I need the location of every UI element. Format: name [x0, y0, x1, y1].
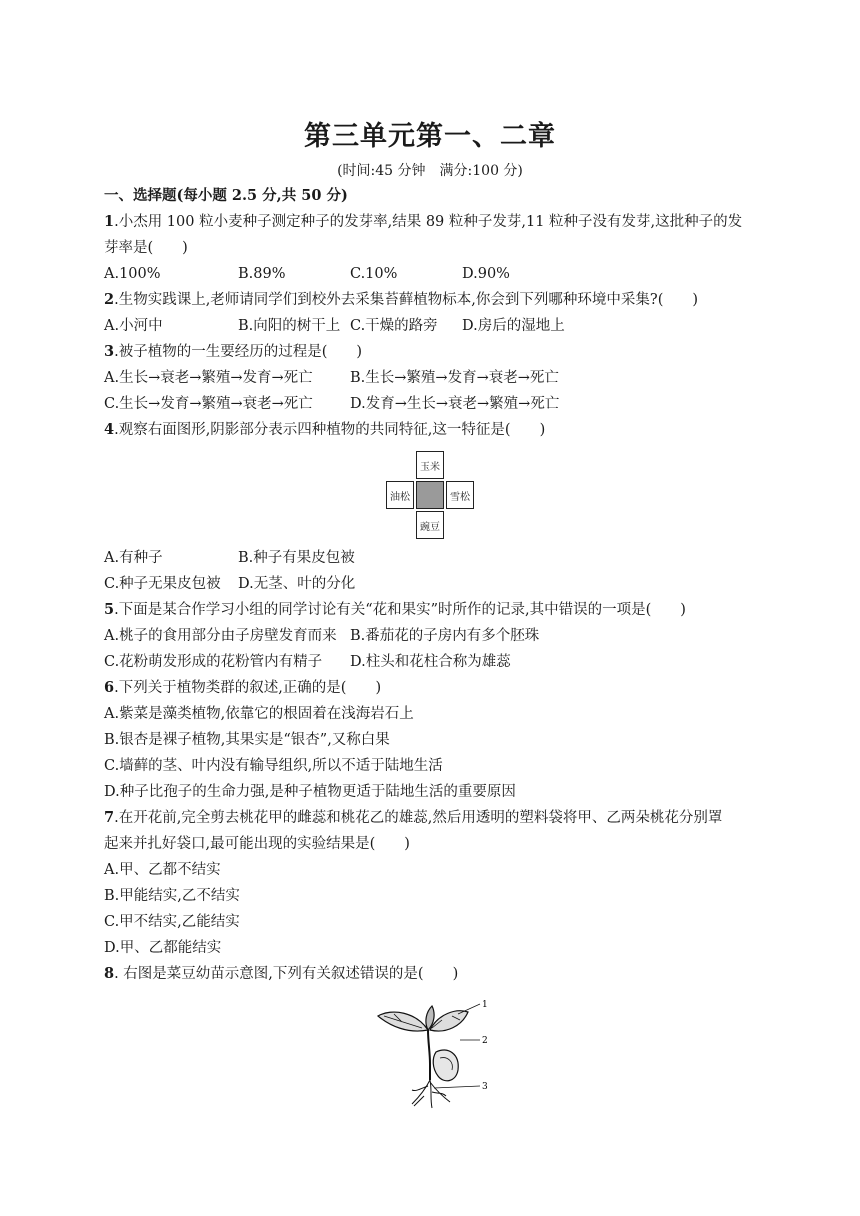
diagram-cell-bottom: 豌豆 — [416, 511, 444, 539]
question-1 — [104, 212, 742, 232]
question-5-options-row2 — [104, 652, 511, 672]
option-a: A.有种子 — [104, 550, 163, 566]
question-text: .观察右面图形,阴影部分表示四种植物的共同特征,这一特征是( ) — [114, 422, 546, 438]
option-b: B.番茄花的子房内有多个胚珠 — [350, 628, 540, 644]
question-number: 5 — [104, 601, 115, 618]
diagram-cell-right: 雪松 — [446, 481, 474, 509]
question-4-options-row2 — [104, 574, 355, 594]
question-7 — [104, 808, 722, 828]
option-c: C.种子无果皮包被 — [104, 576, 221, 592]
option-a: A.100% — [104, 266, 161, 282]
question-text: .在开花前,完全剪去桃花甲的雌蕊和桃花乙的雄蕊,然后用透明的塑料袋将甲、乙两朵桃花分别罩 — [114, 810, 723, 826]
question-5-options-row1 — [104, 626, 539, 646]
option-c: C.10% — [350, 266, 398, 282]
label-3: 3 — [482, 1082, 488, 1092]
option-a: A.甲、乙都不结实 — [104, 862, 221, 878]
diagram-cell-left: 油松 — [386, 481, 414, 509]
question-text: .小杰用 100 粒小麦种子测定种子的发芽率,结果 89 粒种子发芽,11 粒种子没有发芽,这批种子的发 — [114, 214, 743, 230]
option-c: C.甲不结实,乙能结实 — [104, 914, 240, 930]
question-text: .被子植物的一生要经历的过程是( ) — [114, 344, 363, 360]
option-d: D.柱头和花柱合称为雄蕊 — [350, 654, 511, 670]
question-number: 8 — [104, 965, 115, 982]
option-d: D.无茎、叶的分化 — [238, 576, 356, 592]
question-3-options-row1 — [104, 368, 559, 388]
option-d: D.房后的湿地上 — [462, 318, 565, 334]
question-number: 2 — [104, 291, 115, 308]
question-3-options-row2 — [104, 394, 559, 414]
option-a: A.小河中 — [104, 318, 163, 334]
option-d: D.甲、乙都能结实 — [104, 940, 222, 956]
option-b: B.89% — [238, 266, 286, 282]
option-b: B.向阳的树干上 — [238, 318, 341, 334]
question-number: 7 — [104, 809, 115, 826]
question-number: 6 — [104, 679, 115, 696]
question-text: . 右图是菜豆幼苗示意图,下列有关叙述错误的是( ) — [114, 966, 459, 982]
option-a: A.紫菜是藻类植物,依靠它的根固着在浅海岩石上 — [104, 706, 414, 722]
option-c: C.墙藓的茎、叶内没有输导组织,所以不适于陆地生活 — [104, 758, 443, 774]
question-number: 3 — [104, 343, 115, 360]
option-d: D.发育→生长→衰老→繁殖→死亡 — [350, 396, 560, 412]
question-8 — [104, 964, 458, 984]
question-text: .下面是某合作学习小组的同学讨论有关“花和果实”时所作的记录,其中错误的一项是( ) — [114, 602, 686, 618]
question-3 — [104, 342, 362, 362]
question-number: 4 — [104, 421, 115, 438]
bean-seedling-diagram — [372, 1000, 494, 1110]
question-7-cont: 起来并扎好袋口,最可能出现的实验结果是( ) — [104, 836, 410, 852]
section-heading: 一、选择题(每小题 2.5 分,共 50 分) — [104, 187, 348, 204]
question-2-options — [104, 316, 565, 336]
option-b: B.甲能结实,乙不结实 — [104, 888, 240, 904]
option-b: B.种子有果皮包被 — [238, 550, 355, 566]
option-a: A.桃子的食用部分由子房壁发育而来 — [104, 628, 337, 644]
question-4-options-row1 — [104, 548, 355, 568]
plant-feature-diagram — [386, 451, 474, 539]
option-c: C.生长→发育→繁殖→衰老→死亡 — [104, 396, 313, 412]
question-number: 1 — [104, 213, 115, 230]
option-d: D.种子比孢子的生命力强,是种子植物更适于陆地生活的重要原因 — [104, 784, 516, 800]
stem — [428, 1030, 430, 1080]
option-b: B.生长→繁殖→发育→衰老→死亡 — [350, 370, 559, 386]
seed-coat — [433, 1050, 458, 1081]
diagram-cell-shaded — [416, 481, 444, 509]
question-4 — [104, 420, 545, 440]
option-d: D.90% — [462, 266, 510, 282]
page-subtitle: (时间:45 分钟 满分:100 分) — [337, 163, 523, 179]
leaf-left — [378, 1012, 428, 1031]
question-text: .生物实践课上,老师请同学们到校外去采集苔藓植物标本,你会到下列哪种环境中采集?( ) — [114, 292, 699, 308]
question-6 — [104, 678, 381, 698]
question-2 — [104, 290, 698, 310]
label-1: 1 — [482, 1000, 488, 1010]
diagram-cell-top: 玉米 — [416, 451, 444, 479]
page-title: 第三单元第一、二章 — [304, 121, 556, 152]
question-1-cont: 芽率是( ) — [104, 240, 188, 256]
label-2: 2 — [482, 1036, 488, 1046]
option-c: C.干燥的路旁 — [350, 318, 438, 334]
option-c: C.花粉萌发形成的花粉管内有精子 — [104, 654, 323, 670]
question-5 — [104, 600, 686, 620]
question-text: .下列关于植物类群的叙述,正确的是( ) — [114, 680, 382, 696]
question-1-options — [104, 264, 510, 284]
option-b: B.银杏是裸子植物,其果实是“银杏”,又称白果 — [104, 732, 390, 748]
leaf-right — [430, 1011, 468, 1031]
option-a: A.生长→衰老→繁殖→发育→死亡 — [104, 370, 313, 386]
